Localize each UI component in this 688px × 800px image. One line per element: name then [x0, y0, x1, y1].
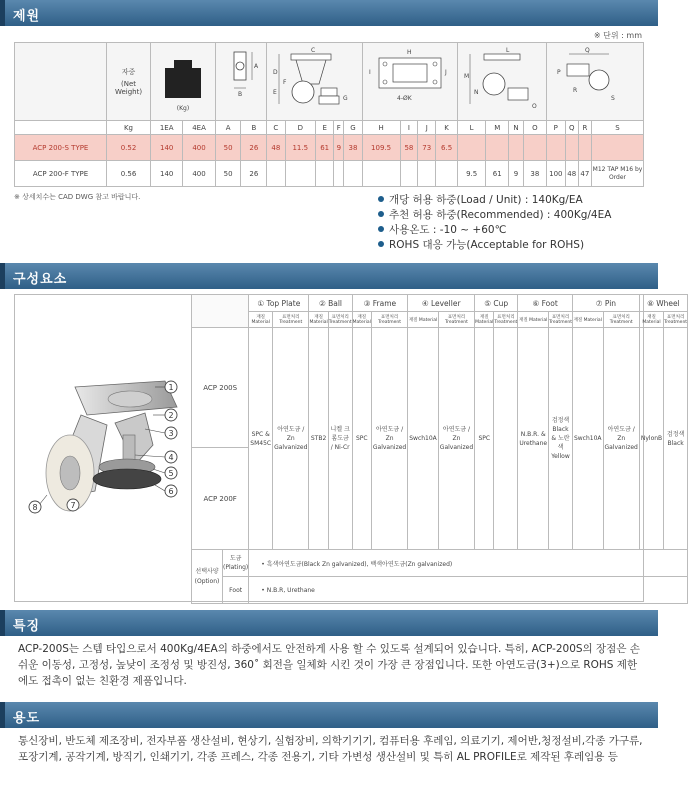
spec-value-cell: 47	[578, 161, 591, 187]
component-spec-cell: N.B.R. & Urethane	[518, 328, 549, 550]
material-subheader: 재질 Material	[408, 312, 439, 328]
usage-text: 통신장비, 반도체 제조장비, 전자부품 생산설비, 현상기, 실험장비, 의학기기기, 컴퓨터용 후레임, 의료기기, 제어반,청정설비,각종 가구류, 포장기계, 공작기계, 방직기, 인쇄기기, 각종 프레스, 각종 전용기, 기타 가변성 생산설비 및 특히 AL PROFILE로 제작된 후레임용 등	[18, 735, 643, 763]
foot-diagram-cell	[458, 43, 547, 121]
spec-value-cell	[565, 135, 578, 161]
dim-label-e: E	[273, 88, 278, 96]
spec-value-cell: 400	[183, 161, 215, 187]
section-header-spec	[0, 0, 658, 26]
caster-stem-icon	[549, 44, 641, 118]
svg-text:4: 4	[168, 453, 174, 462]
unit-header-cell: J	[418, 121, 436, 135]
section-title: 용도	[13, 711, 41, 726]
unit-header-cell: F	[334, 121, 344, 135]
spec-value-cell: 38	[523, 161, 546, 187]
svg-text:2: 2	[168, 411, 174, 420]
dim-label-s: S	[610, 94, 615, 102]
option-label: 선택사양 (Option)	[192, 550, 223, 603]
spec-value-cell: 109.5	[362, 135, 400, 161]
treatment-subheader: 표면처리 Treatment	[328, 312, 352, 328]
model-f-label: ACP 200F	[192, 448, 249, 550]
spec-row	[15, 135, 644, 161]
foot-value: • N.B.R, Urethane	[249, 577, 688, 604]
svg-text:1: 1	[168, 383, 174, 392]
bullet-recommended: 추천 허용 하중(Recommended) : 400Kg/4EA	[378, 207, 611, 222]
spec-table	[14, 42, 644, 187]
unit-header-cell: B	[241, 121, 267, 135]
component-spec-cell: 검정색 Black & 노란색 Yellow	[549, 328, 573, 550]
unit-header-cell: Q	[565, 121, 578, 135]
cad-note: ※ 상세치수는 CAD DWG 참고 바랍니다.	[14, 193, 141, 201]
components-table	[191, 294, 688, 604]
treatment-subheader: 표면처리 Treatment	[371, 312, 407, 328]
dim-label-dk: 4-ØK	[396, 94, 412, 102]
component-spec-cell: 아연도금 / Zn Galvanized	[603, 328, 639, 550]
spec-value-cell: 61	[486, 161, 509, 187]
plating-label: 도금 (Plating)	[223, 550, 248, 577]
spec-value-cell	[509, 135, 524, 161]
section-title: 제원	[13, 9, 41, 24]
option-cell	[192, 550, 249, 604]
stem-diagram-cell	[546, 43, 643, 121]
material-subheader: 재질 Material	[249, 312, 273, 328]
spec-value-cell: 100	[546, 161, 565, 187]
callout-6	[165, 485, 177, 497]
component-column-header: ③ Frame	[352, 295, 408, 312]
treatment-subheader: 표면처리 Treatment	[603, 312, 639, 328]
spec-value-cell: 61	[316, 135, 334, 161]
unit-header-cell: 1EA	[151, 121, 183, 135]
callout-4	[165, 451, 177, 463]
dim-label-g: G	[343, 94, 349, 102]
treatment-subheader: 표면처리 Treatment	[549, 312, 573, 328]
component-spec-cell: STB2	[309, 328, 328, 550]
caster-side-diagram-cell	[267, 43, 362, 121]
top-plate-icon	[367, 44, 453, 118]
unit-header-cell: D	[285, 121, 316, 135]
dim-label-m: M	[463, 72, 470, 80]
svg-text:5: 5	[168, 469, 174, 478]
unit-note: ※ 단위 : mm	[593, 31, 642, 40]
spec-value-cell	[344, 161, 362, 187]
component-spec-cell	[494, 328, 518, 550]
dim-label-p: P	[556, 68, 561, 76]
component-column-header: ⑦ Pin	[572, 295, 639, 312]
corner-cell	[192, 295, 249, 328]
unit-header-cell: E	[316, 121, 334, 135]
dim-label-o: O	[531, 102, 537, 110]
component-spec-cell: SPC & SM45C	[249, 328, 273, 550]
component-spec-cell: Swch10A	[408, 328, 439, 550]
section-title: 구성요소	[13, 272, 68, 287]
dim-label-b: B	[237, 90, 243, 98]
component-spec-cell: 니켈 크롬도금 / Ni-Cr	[328, 328, 352, 550]
callout-2	[165, 409, 177, 421]
spec-value-cell	[458, 135, 486, 161]
load-unit-label: (Kg)	[176, 104, 190, 112]
component-spec-cell: 아연도금 / Zn Galvanized	[371, 328, 407, 550]
dim-label-l: L	[505, 46, 510, 54]
unit-header-cell: A	[215, 121, 241, 135]
material-subheader: 재질 Material	[309, 312, 328, 328]
spec-value-cell: 48	[565, 161, 578, 187]
spec-value-cell	[523, 135, 546, 161]
unit-header-cell: S	[592, 121, 644, 135]
component-spec-cell: Swch10A	[572, 328, 603, 550]
spec-value-cell: 38	[344, 135, 362, 161]
bullet-dot	[378, 241, 384, 247]
component-spec-cell: SPC	[352, 328, 371, 550]
unit-header-cell: M	[486, 121, 509, 135]
dim-label-h: H	[406, 48, 412, 56]
section-header-features	[0, 610, 658, 636]
spec-value-cell	[592, 135, 644, 161]
callout-8	[29, 501, 41, 513]
svg-text:3: 3	[168, 429, 174, 438]
dim-label-f: F	[283, 78, 287, 86]
bullet-dot	[378, 226, 384, 232]
component-column-header: ④ Leveller	[408, 295, 475, 312]
material-subheader: 재질 Material	[572, 312, 603, 328]
unit-header-cell: H	[362, 121, 400, 135]
load-diagram-cell	[151, 43, 216, 121]
material-subheader: 재질 Material	[352, 312, 371, 328]
spec-value-cell	[316, 161, 334, 187]
component-column-header: ⑥ Foot	[518, 295, 573, 312]
unit-header-cell: L	[458, 121, 486, 135]
dim-label-a: A	[253, 62, 259, 70]
callout-1	[165, 381, 177, 393]
spec-value-cell: 9	[509, 161, 524, 187]
material-subheader: 재질 Material	[518, 312, 549, 328]
callout-7	[67, 499, 79, 511]
component-column-header: ① Top Plate	[249, 295, 309, 312]
spec-value-cell: 26	[241, 161, 267, 187]
callout-3	[165, 427, 177, 439]
component-column-header: ⑧ Wheel	[639, 295, 687, 312]
spec-value-cell: 11.5	[285, 135, 316, 161]
component-spec-cell: 검정색 Black	[664, 328, 688, 550]
unit-header-cell: R	[578, 121, 591, 135]
unit-header-cell: C	[267, 121, 285, 135]
treatment-subheader: 표면처리 Treatment	[664, 312, 688, 328]
spec-value-cell: 140	[151, 135, 183, 161]
unit-cell-blank	[15, 121, 107, 135]
spec-value-cell	[436, 161, 458, 187]
spec-value-cell	[400, 161, 418, 187]
plating-value: • 흑색아연도금(Black Zn galvanized), 백색아연도금(Zn galvanized)	[249, 550, 688, 577]
treatment-subheader: 표면처리 Treatment	[273, 312, 309, 328]
unit-header-cell: K	[436, 121, 458, 135]
spec-value-cell: 50	[215, 161, 241, 187]
spec-value-cell	[546, 135, 565, 161]
spec-value-cell	[285, 161, 316, 187]
spec-value-cell: 58	[400, 135, 418, 161]
spec-value-cell: 73	[418, 135, 436, 161]
bullet-dot	[378, 196, 384, 202]
dim-label-n: N	[473, 88, 479, 96]
section-header-components	[0, 263, 658, 289]
model-name-cell: ACP 200-F TYPE	[15, 161, 107, 187]
spec-value-cell	[334, 161, 344, 187]
spec-value-cell: 400	[183, 135, 215, 161]
callout-5	[165, 467, 177, 479]
dim-label-c: C	[311, 46, 316, 54]
spec-value-cell: 0.52	[107, 135, 151, 161]
caster-foot-icon	[462, 44, 542, 118]
unit-header-cell: Kg	[107, 121, 151, 135]
top-plate-diagram-cell	[362, 43, 457, 121]
features-text: ACP-200S는 스템 타입으로서 400Kg/4EA의 하중에서도 안전하게 사용 할 수 있도록 설계되어 있습니다. 특히, ACP-200S의 장점은 손쉬운 이동성, 고정성, 높낮이 조정성 및 방진성, 360˚ 회전을 일체화 시킨 것이 가장 큰 장점입니다. 또한 아연도금(3+)으로 ROHS 제한에도 접촉이 없는 친환경 제품입니다.	[18, 643, 640, 687]
spec-value-cell: 26	[241, 135, 267, 161]
spec-value-cell	[486, 135, 509, 161]
spec-value-cell	[267, 161, 285, 187]
unit-header-cell: O	[523, 121, 546, 135]
wheel-side-icon	[218, 44, 264, 118]
component-spec-cell: NylonB	[639, 328, 663, 550]
spec-value-cell: 6.5	[436, 135, 458, 161]
model-name-cell: ACP 200-S TYPE	[15, 135, 107, 161]
component-column-header: ② Ball	[309, 295, 352, 312]
svg-text:6: 6	[168, 487, 174, 496]
model-s-label: ACP 200S	[192, 328, 249, 448]
spec-value-cell	[362, 161, 400, 187]
component-spec-cell: 아연도금 / Zn Galvanized	[438, 328, 474, 550]
dim-label-i: I	[368, 68, 371, 76]
dim-label-d: D	[273, 68, 279, 76]
svg-text:8: 8	[32, 503, 38, 512]
spec-value-cell: 48	[267, 135, 285, 161]
spec-value-cell	[418, 161, 436, 187]
foot-label: Foot	[229, 586, 243, 594]
bullet-dot	[378, 211, 384, 217]
weight-header: 자중 (Net Weight)	[107, 43, 151, 121]
unit-header-cell: I	[400, 121, 418, 135]
bullet-load: 개당 허용 하중(Load / Unit) : 140Kg/EA	[378, 192, 583, 207]
component-spec-cell: SPC	[475, 328, 494, 550]
block-icon	[154, 48, 212, 114]
dim-label-q: Q	[584, 46, 590, 54]
dim-label-j: J	[444, 68, 447, 76]
caster-illustration	[15, 295, 190, 601]
component-column-header: ⑤ Cup	[475, 295, 518, 312]
spec-value-cell: 9	[334, 135, 344, 161]
wheel-diagram-cell	[215, 43, 267, 121]
section-title: 특징	[13, 619, 41, 634]
caster-side-icon	[271, 44, 357, 118]
material-subheader: 재질 Material	[475, 312, 494, 328]
spec-value-cell: 9.5	[458, 161, 486, 187]
material-subheader: 재질 Material	[639, 312, 663, 328]
unit-header-cell: G	[344, 121, 362, 135]
component-spec-cell: 아연도금 / Zn Galvanized	[273, 328, 309, 550]
spec-value-cell: 140	[151, 161, 183, 187]
unit-header-cell: 4EA	[183, 121, 215, 135]
spec-value-cell: 0.56	[107, 161, 151, 187]
spec-value-cell	[578, 135, 591, 161]
treatment-subheader: 표면처리 Treatment	[494, 312, 518, 328]
spec-value-cell: M12 TAP M16 by Order	[592, 161, 644, 187]
section-header-usage	[0, 702, 658, 728]
svg-text:7: 7	[70, 501, 76, 510]
treatment-subheader: 표면처리 Treatment	[438, 312, 474, 328]
bullet-temperature: 사용온도 : -10 ~ +60℃	[378, 222, 506, 237]
spec-value-cell: 50	[215, 135, 241, 161]
dim-label-r: R	[572, 86, 578, 94]
spec-row	[15, 161, 644, 187]
bullet-rohs: ROHS 대응 가능(Acceptable for ROHS)	[378, 237, 584, 252]
unit-header-cell: N	[509, 121, 524, 135]
unit-header-cell: P	[546, 121, 565, 135]
